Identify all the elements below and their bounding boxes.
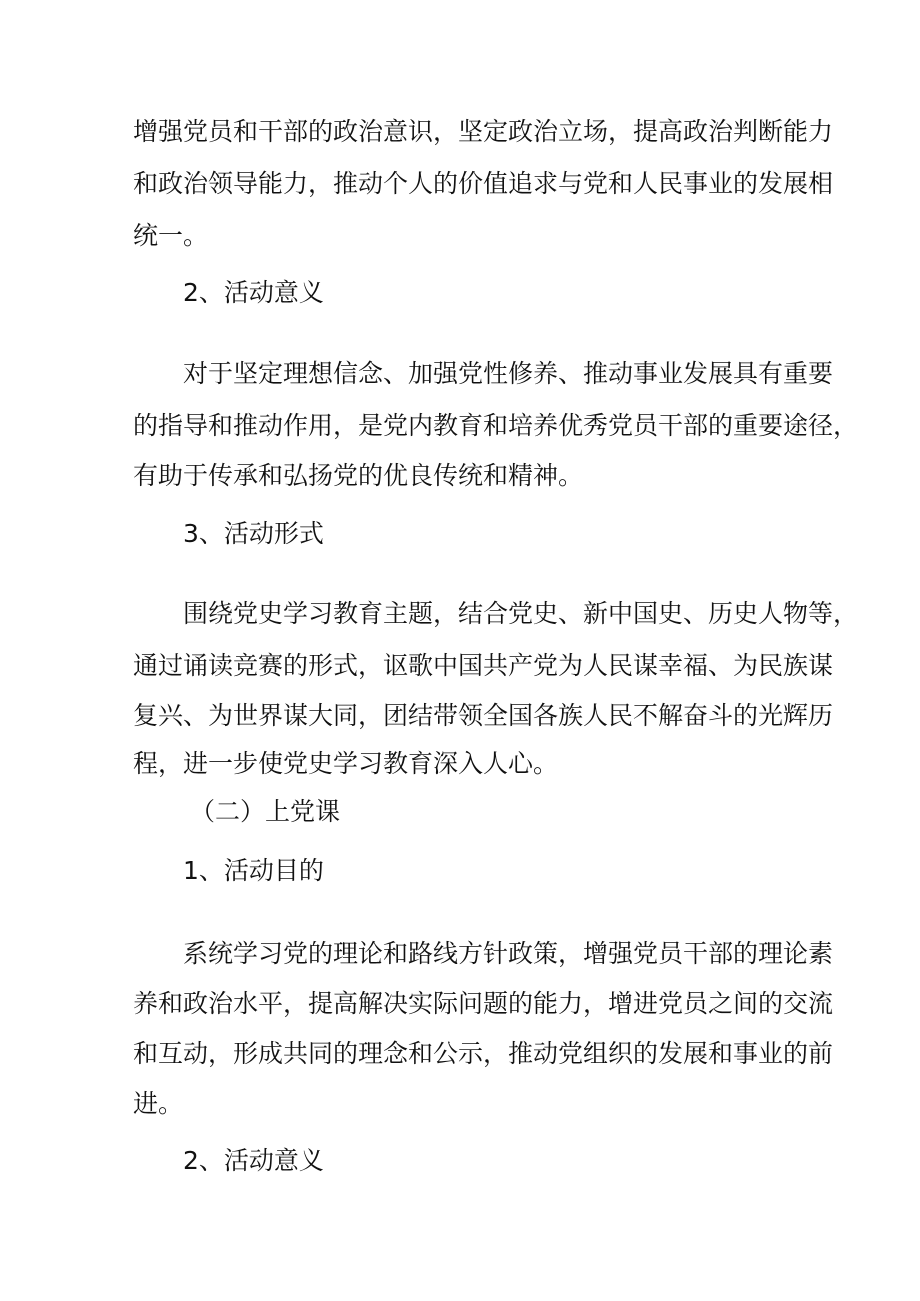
subheading-activity-purpose: 1、活动目的 <box>183 856 324 885</box>
paragraph-line: 程，进一步使党史学习教育深入人心。 <box>133 749 559 778</box>
paragraph-line: 对于坚定理想信念、加强党性修养、推动事业发展具有重要 <box>183 359 834 388</box>
subheading-activity-form: 3、活动形式 <box>183 519 324 548</box>
paragraph-line: 的指导和推动作用，是党内教育和培养优秀党员干部的重要途径， <box>133 411 859 440</box>
paragraph-line: 统一。 <box>133 221 209 250</box>
section-heading: （二）上党课 <box>190 797 341 826</box>
paragraph-line: 通过诵读竞赛的形式，讴歌中国共产党为人民谋幸福、为民族谋 <box>133 651 834 680</box>
paragraph-line: 增强党员和干部的政治意识，坚定政治立场，提高政治判断能力 <box>133 117 834 146</box>
paragraph-line: 复兴、为世界谋大同，团结带领全国各族人民不解奋斗的光辉历 <box>133 701 834 730</box>
paragraph-line: 系统学习党的理论和路线方针政策，增强党员干部的理论素 <box>183 939 834 968</box>
paragraph-line: 进。 <box>133 1089 184 1118</box>
paragraph-line: 有助于传承和弘扬党的优良传统和精神。 <box>133 461 584 490</box>
paragraph-line: 和政治领导能力，推动个人的价值追求与党和人民事业的发展相 <box>133 169 834 198</box>
paragraph-line: 围绕党史学习教育主题，结合党史、新中国史、历史人物等， <box>183 599 859 628</box>
paragraph-line: 养和政治水平，提高解决实际问题的能力，增进党员之间的交流 <box>133 989 834 1018</box>
subheading-activity-meaning: 2、活动意义 <box>183 1146 324 1175</box>
subheading-activity-meaning: 2、活动意义 <box>183 278 324 307</box>
paragraph-line: 和互动，形成共同的理念和公示，推动党组织的发展和事业的前 <box>133 1039 834 1068</box>
